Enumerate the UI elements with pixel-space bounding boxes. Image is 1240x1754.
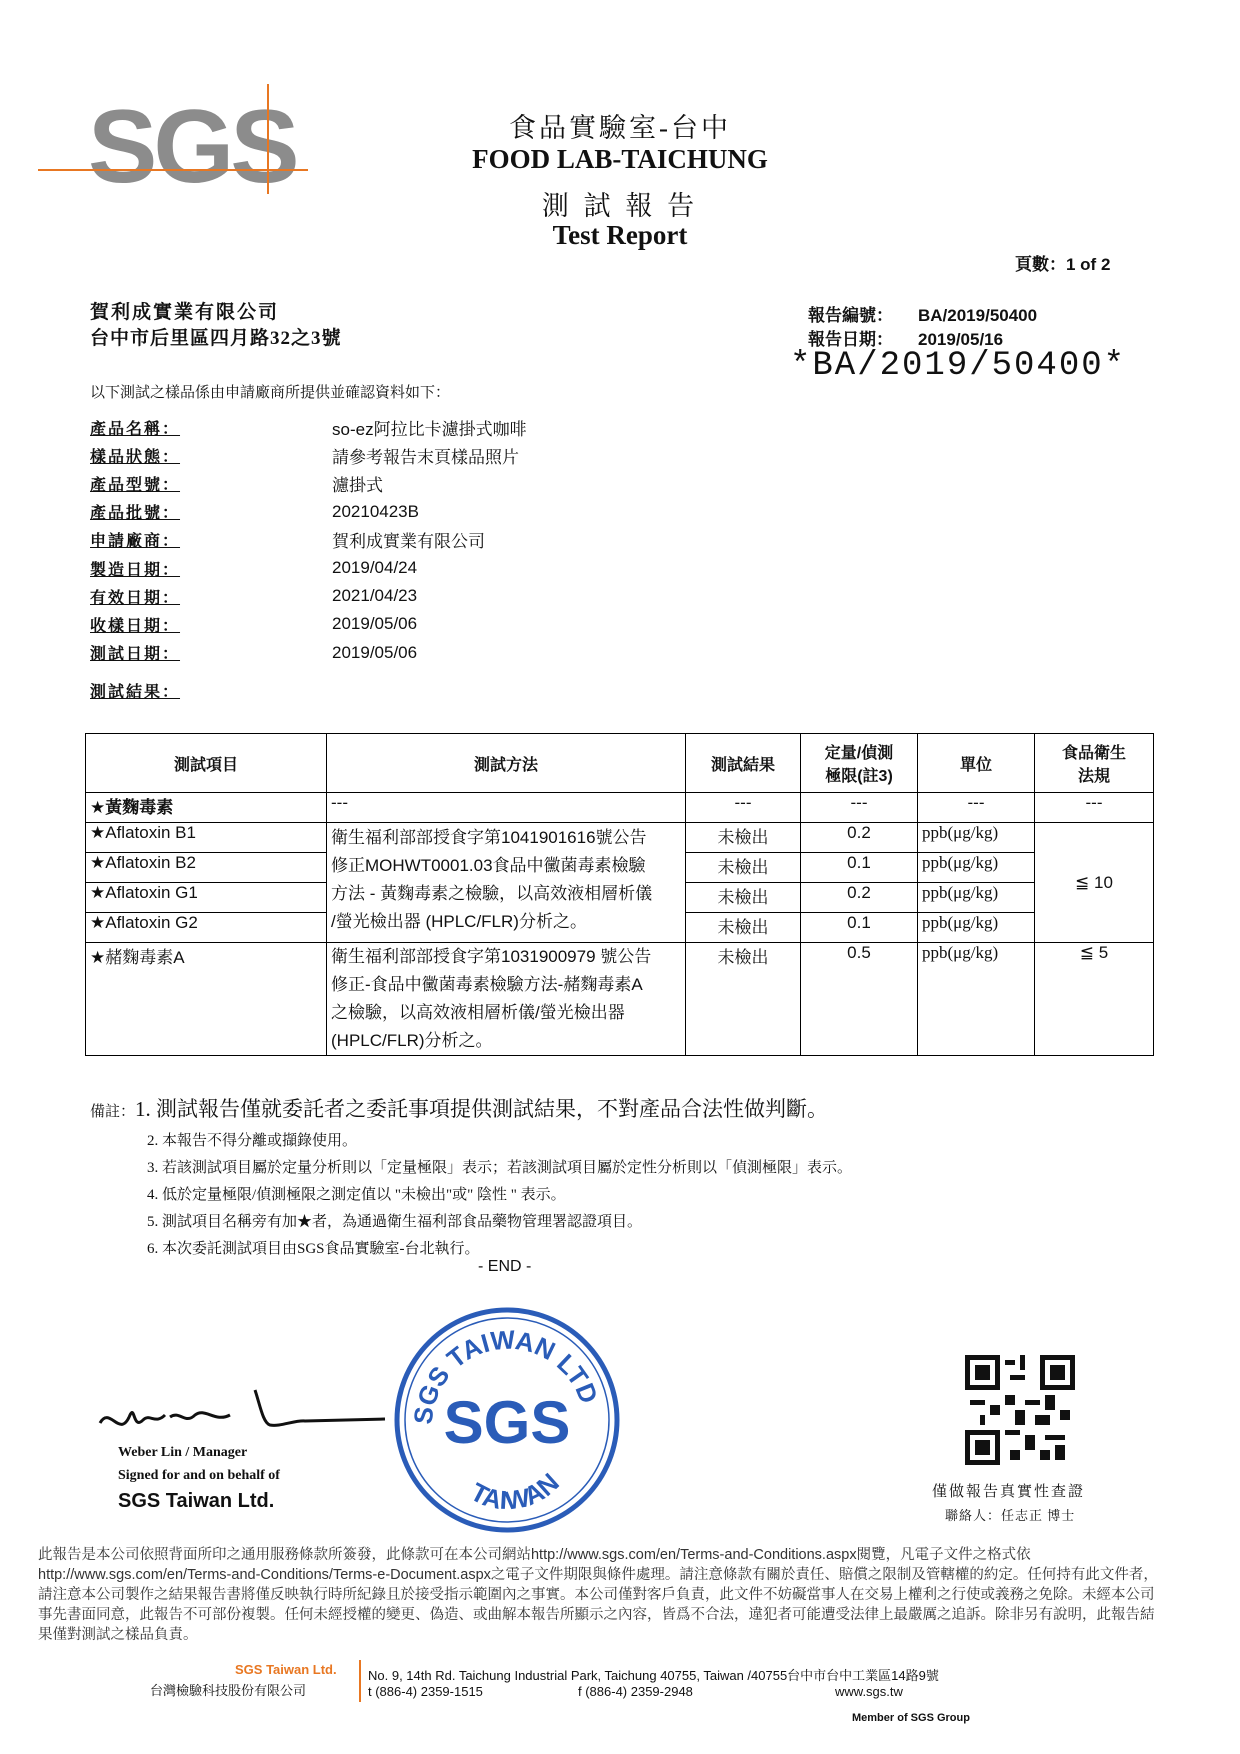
unit-cell: ppb(μg/kg) xyxy=(918,823,1035,853)
lab-title-en: FOOD LAB-TAICHUNG xyxy=(472,144,768,174)
svg-text:TAIWAN: TAIWAN xyxy=(465,1466,565,1516)
sample-info-value: 2021/04/23 xyxy=(332,586,418,606)
qr-code[interactable] xyxy=(965,1355,1075,1465)
svg-text:SGS TAIWAN LTD: SGS TAIWAN LTD xyxy=(407,1324,605,1426)
item-name: ★Aflatoxin G2 xyxy=(86,913,327,943)
report-date: 報告日期： 2019/05/16 xyxy=(808,330,1004,349)
sample-info-value: 20210423B xyxy=(332,501,419,521)
sample-info-row xyxy=(90,498,527,526)
footer-tel: t (886-4) 2359-1515 xyxy=(368,1684,483,1699)
footer-divider xyxy=(359,1660,361,1702)
result-cell: 未檢出 xyxy=(686,883,801,913)
sample-info-row xyxy=(90,413,527,441)
sample-info-row xyxy=(90,610,527,638)
aflatoxin-method: 衛生福利部部授食字第1041901616號公告 修正MOHWT0001.03食品中黴菌毒素檢驗 方法 - 黃麴毒素之檢驗，以高效液相層析儀 /螢光檢出器 (HPLC/FLR)分析之。 xyxy=(327,823,686,943)
table-row xyxy=(86,793,1154,823)
barcode-text: *BA/2019/50400* xyxy=(790,347,1127,385)
note-5: 5. 測試項目名稱旁有加★者，為通過衛生福利部食品藥物管理署認證項目。 xyxy=(147,1214,643,1230)
disclaimer: 此報告是本公司依照背面所印之通用服務條款所簽發，此條款可在本公司網站http://www.sgs.com/en/Terms-and-Conditions.aspx閱覽，凡電子文件之格式依http://www.sgs.com/en/Terms-and-Conditions/Terms-e-Document.aspx之電子文件期限與條件處理。請注意條款有關於責任、賠償之限制及管轄權的約定。任何持有此文件者，請注意本公司製作之結果報告書將僅反映執行時所紀錄且於接受指示範圍內之事實。本公司僅對客戶負責，此文件不妨礙當事人在交易上權利之行使或義務之免除。未經本公司事先書面同意，此報告不可部份複製。任何未經授權的變更、偽造、或曲解本報告所顯示之內容，皆爲不合法，違犯者可能遭受法律上最嚴厲之追訴。除非另有說明，此報告結果僅對測試之樣品負責。 xyxy=(38,1547,1158,1643)
table-header-row xyxy=(86,734,1154,793)
unit-cell: ppb(μg/kg) xyxy=(918,943,1035,1056)
note-6: 6. 本次委託測試項目由SGS食品實驗室-台北執行。 xyxy=(147,1241,480,1257)
limit-cell: 0.1 xyxy=(801,853,918,883)
sample-info-value: so-ez阿拉比卡濾掛式咖啡 xyxy=(332,419,527,439)
sample-info-label: 產品型號： xyxy=(90,476,181,494)
qr-contact: 聯絡人：任志正 博士 xyxy=(945,1508,1076,1523)
sample-info-label: 製造日期： xyxy=(90,561,181,579)
footer-member: Member of SGS Group xyxy=(852,1712,970,1724)
sample-info-row xyxy=(90,526,527,554)
sample-info-row xyxy=(90,469,527,497)
header-regulation: 食品衛生 法規 xyxy=(1035,734,1154,793)
signed-for: Signed for and on behalf of xyxy=(118,1468,280,1483)
result-cell: 未檢出 xyxy=(686,823,801,853)
unit-cell: ppb(μg/kg) xyxy=(918,883,1035,913)
company-seal xyxy=(392,1305,622,1535)
sample-info-label: 產品名稱： xyxy=(90,420,181,438)
lab-title-zh: 食品實驗室-台中 xyxy=(509,113,731,143)
header-test-item: 測試項目 xyxy=(86,734,327,793)
logo-text: SGS xyxy=(88,89,296,194)
sample-info-label: 申請廠商： xyxy=(90,533,181,551)
page-number: 頁數：1 of 2 xyxy=(1015,255,1111,274)
group-name: ★黃麴毒素 xyxy=(86,793,327,823)
unit-cell: ppb(μg/kg) xyxy=(918,853,1035,883)
sample-info-row xyxy=(90,441,527,469)
sgs-logo xyxy=(38,84,308,194)
signatory-company: SGS Taiwan Ltd. xyxy=(118,1490,275,1512)
signatory-name: Weber Lin / Manager xyxy=(118,1445,248,1460)
sample-info-row xyxy=(90,554,527,582)
note-1: 備註：1. 測試報告僅就委託者之委託事項提供測試結果，不對產品合法性做判斷。 xyxy=(90,1097,829,1121)
sample-info-label: 樣品狀態： xyxy=(90,448,181,466)
sample-info-value: 2019/05/06 xyxy=(332,642,418,662)
intro-text: 以下測試之樣品係由申請廠商所提供並確認資料如下： xyxy=(90,385,451,401)
table-row xyxy=(86,943,1154,1056)
sample-info-value: 賀利成實業有限公司 xyxy=(332,532,485,552)
sample-info-value: 濾掛式 xyxy=(332,475,383,495)
svg-text:SGS: SGS xyxy=(443,1389,571,1456)
unit-cell: ppb(μg/kg) xyxy=(918,913,1035,943)
footer-address: No. 9, 14th Rd. Taichung Industrial Park, Taichung 40755, Taiwan /40755台中市台中工業區14路9號 xyxy=(368,1668,939,1683)
sample-info-value: 2019/05/06 xyxy=(332,614,418,634)
note-3: 3. 若該測試項目屬於定量分析則以「定量極限」表示；若該測試項目屬於定性分析則以「偵測極限」表示。 xyxy=(147,1160,853,1176)
qr-caption: 僅做報告真實性查證 xyxy=(932,1484,1086,1500)
table-row xyxy=(86,823,1154,853)
item-name: ★Aflatoxin B2 xyxy=(86,853,327,883)
dash-cell: --- xyxy=(686,793,801,823)
footer-company-en: SGS Taiwan Ltd. xyxy=(235,1662,337,1677)
limit-cell: 0.5 xyxy=(801,943,918,1056)
report-number: 報告編號： BA/2019/50400 xyxy=(808,306,1038,325)
sample-info-row xyxy=(90,582,527,610)
sample-info-value: 2019/04/24 xyxy=(332,558,418,578)
footer-fax: f (886-4) 2359-2948 xyxy=(578,1684,693,1699)
result-cell: 未檢出 xyxy=(686,913,801,943)
limit-cell: 0.2 xyxy=(801,883,918,913)
regulation-cell: ≦ 5 xyxy=(1035,943,1154,1056)
header-unit: 單位 xyxy=(918,734,1035,793)
client-address: 台中市后里區四月路32之3號 xyxy=(90,328,342,349)
report-title-zh: 測 試 報 告 xyxy=(541,191,699,221)
dash-cell: --- xyxy=(918,793,1035,823)
dash-cell: --- xyxy=(1035,793,1154,823)
footer-web[interactable]: www.sgs.tw xyxy=(835,1684,903,1699)
footer-company-zh: 台灣檢驗科技股份有限公司 xyxy=(150,1683,307,1698)
limit-cell: 0.2 xyxy=(801,823,918,853)
report-title-en: Test Report xyxy=(552,220,688,250)
sample-info-row xyxy=(90,639,527,667)
item-name: ★Aflatoxin B1 xyxy=(86,823,327,853)
result-cell: 未檢出 xyxy=(686,853,801,883)
item-name: ★赭麴毒素A xyxy=(86,943,327,1056)
results-label: 測試結果： xyxy=(90,684,181,701)
header-result: 測試結果 xyxy=(686,734,801,793)
dash-cell: --- xyxy=(327,793,686,823)
sample-info-label: 收樣日期： xyxy=(90,617,181,635)
sample-info xyxy=(90,413,527,667)
client-name: 賀利成實業有限公司 xyxy=(90,302,280,323)
header-limit: 定量/偵測 極限(註3) xyxy=(801,734,918,793)
aflatoxin-regulation: ≦ 10 xyxy=(1035,823,1154,943)
notes xyxy=(90,1093,852,1263)
results-table xyxy=(85,733,1154,1056)
item-name: ★Aflatoxin G1 xyxy=(86,883,327,913)
sample-info-label: 有效日期： xyxy=(90,589,181,607)
result-cell: 未檢出 xyxy=(686,943,801,1056)
ochratoxin-method: 衛生福利部部授食字第1031900979 號公告 修正-食品中黴菌毒素檢驗方法-赭麴毒素A 之檢驗，以高效液相層析儀/螢光檢出器 (HPLC/FLR)分析之。 xyxy=(327,943,686,1056)
limit-cell: 0.1 xyxy=(801,913,918,943)
sample-info-label: 測試日期： xyxy=(90,646,181,664)
sample-info-label: 產品批號： xyxy=(90,505,181,523)
sample-info-value: 請參考報告末頁樣品照片 xyxy=(332,447,519,467)
dash-cell: --- xyxy=(801,793,918,823)
note-2: 2. 本報告不得分離或擷錄使用。 xyxy=(147,1133,358,1149)
note-4: 4. 低於定量極限/偵測極限之測定值以 "未檢出"或" 陰性 " 表示。 xyxy=(147,1187,566,1203)
end-marker: - END - xyxy=(478,1258,532,1275)
header-test-method: 測試方法 xyxy=(327,734,686,793)
